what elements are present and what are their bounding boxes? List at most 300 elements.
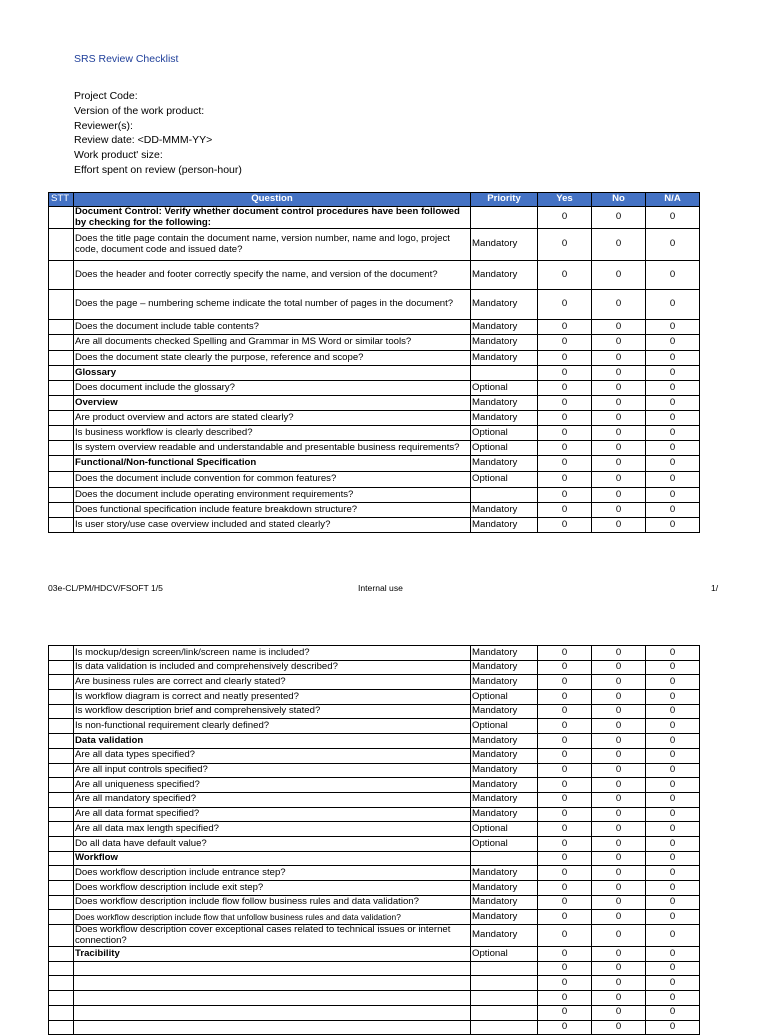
priority-cell [471, 488, 538, 503]
stt-cell [49, 881, 74, 896]
no-cell: 0 [592, 351, 646, 366]
checklist-table-page1 [48, 192, 700, 533]
question-cell: Does workflow description include entrance step? [74, 866, 471, 881]
yes-cell: 0 [538, 351, 592, 366]
table-row [49, 690, 700, 705]
stt-cell [49, 518, 74, 533]
meta-version: Version of the work product: [74, 104, 205, 117]
stt-cell [49, 396, 74, 411]
priority-cell: Mandatory [471, 748, 538, 763]
na-cell: 0 [646, 675, 700, 690]
table-row [49, 748, 700, 763]
table-row [49, 763, 700, 778]
meta-block [74, 89, 242, 178]
yes-cell: 0 [538, 881, 592, 896]
table-row [49, 1005, 700, 1020]
stt-cell [49, 381, 74, 396]
yes-cell: 0 [538, 792, 592, 807]
question-cell: Does the header and footer correctly specify the name, and version of the document? [74, 261, 471, 290]
na-cell: 0 [646, 381, 700, 396]
priority-cell: Optional [471, 426, 538, 441]
stt-cell [49, 910, 74, 925]
table-row [49, 229, 700, 261]
priority-cell [471, 366, 538, 381]
question-cell: Does document include the glossary? [74, 381, 471, 396]
stt-cell [49, 1020, 74, 1035]
yes-cell: 0 [538, 381, 592, 396]
na-cell: 0 [646, 1005, 700, 1020]
stt-cell [49, 456, 74, 472]
question-cell: Are all data max length specified? [74, 822, 471, 837]
na-cell: 0 [646, 792, 700, 807]
yes-cell: 0 [538, 290, 592, 320]
table-row [49, 426, 700, 441]
no-cell: 0 [592, 290, 646, 320]
na-cell: 0 [646, 895, 700, 910]
section-heading-cell: Functional/Non-functional Specification [74, 456, 471, 472]
yes-cell: 0 [538, 472, 592, 488]
stt-cell [49, 836, 74, 851]
header-question: Question [74, 193, 471, 207]
priority-cell: Optional [471, 381, 538, 396]
question-cell: Are all uniqueness specified? [74, 778, 471, 793]
no-cell: 0 [592, 456, 646, 472]
table-row [49, 441, 700, 456]
no-cell: 0 [592, 488, 646, 503]
stt-cell [49, 1005, 74, 1020]
no-cell: 0 [592, 947, 646, 962]
yes-cell: 0 [538, 851, 592, 866]
no-cell: 0 [592, 518, 646, 533]
priority-cell: Mandatory [471, 503, 538, 518]
na-cell: 0 [646, 488, 700, 503]
no-cell: 0 [592, 1020, 646, 1035]
question-cell: Does the title page contain the document name, version number, name and logo, project code, document code and issued date? [74, 229, 471, 261]
question-cell: Are product overview and actors are stated clearly? [74, 411, 471, 426]
yes-cell: 0 [538, 441, 592, 456]
yes-cell: 0 [538, 719, 592, 734]
priority-cell: Mandatory [471, 320, 538, 335]
yes-cell: 0 [538, 778, 592, 793]
meta-work-product-size: Work product' size: [74, 149, 163, 162]
na-cell: 0 [646, 947, 700, 962]
na-cell: 0 [646, 836, 700, 851]
footer-doc-code: 03e-CL/PM/HDCV/FSOFT 1/5 [48, 583, 163, 593]
table-row [49, 488, 700, 503]
stt-cell [49, 261, 74, 290]
no-cell: 0 [592, 660, 646, 675]
yes-cell: 0 [538, 456, 592, 472]
stt-cell [49, 675, 74, 690]
table-row [49, 925, 700, 947]
priority-cell: Mandatory [471, 792, 538, 807]
footer-internal-use: Internal use [358, 583, 403, 593]
question-cell: Does the document include convention for common features? [74, 472, 471, 488]
question-cell: Does the document include operating environment requirements? [74, 488, 471, 503]
priority-cell: Mandatory [471, 866, 538, 881]
stt-cell [49, 704, 74, 719]
priority-cell: Optional [471, 441, 538, 456]
question-cell: Are all data format specified? [74, 807, 471, 822]
stt-cell [49, 866, 74, 881]
question-cell: Does the document include table contents? [74, 320, 471, 335]
stt-cell [49, 335, 74, 351]
no-cell: 0 [592, 734, 646, 749]
stt-cell [49, 646, 74, 661]
priority-cell [471, 976, 538, 991]
question-cell [74, 961, 471, 976]
priority-cell: Mandatory [471, 290, 538, 320]
table-row [49, 396, 700, 411]
na-cell: 0 [646, 290, 700, 320]
header-no: No [592, 193, 646, 207]
yes-cell: 0 [538, 261, 592, 290]
priority-cell: Mandatory [471, 807, 538, 822]
yes-cell: 0 [538, 991, 592, 1006]
no-cell: 0 [592, 675, 646, 690]
question-cell: Are business rules are correct and clearly stated? [74, 675, 471, 690]
section-heading-cell: Tracibility [74, 947, 471, 962]
no-cell: 0 [592, 207, 646, 229]
question-cell: Is workflow description brief and comprehensively stated? [74, 704, 471, 719]
no-cell: 0 [592, 807, 646, 822]
stt-cell [49, 411, 74, 426]
table-row [49, 411, 700, 426]
priority-cell: Mandatory [471, 646, 538, 661]
stt-cell [49, 719, 74, 734]
no-cell: 0 [592, 261, 646, 290]
priority-cell: Optional [471, 822, 538, 837]
na-cell: 0 [646, 991, 700, 1006]
table-row [49, 456, 700, 472]
no-cell: 0 [592, 881, 646, 896]
table-row [49, 660, 700, 675]
na-cell: 0 [646, 925, 700, 947]
stt-cell [49, 822, 74, 837]
table-row [49, 290, 700, 320]
stt-cell [49, 895, 74, 910]
stt-cell [49, 748, 74, 763]
document-title: SRS Review Checklist [74, 53, 179, 65]
na-cell: 0 [646, 881, 700, 896]
na-cell: 0 [646, 690, 700, 705]
na-cell: 0 [646, 866, 700, 881]
yes-cell: 0 [538, 229, 592, 261]
yes-cell: 0 [538, 734, 592, 749]
yes-cell: 0 [538, 518, 592, 533]
priority-cell: Mandatory [471, 778, 538, 793]
stt-cell [49, 660, 74, 675]
no-cell: 0 [592, 719, 646, 734]
priority-cell: Mandatory [471, 229, 538, 261]
question-cell: Does workflow description include exit step? [74, 881, 471, 896]
na-cell: 0 [646, 1020, 700, 1035]
table-row [49, 381, 700, 396]
question-cell [74, 991, 471, 1006]
yes-cell: 0 [538, 335, 592, 351]
stt-cell [49, 320, 74, 335]
na-cell: 0 [646, 748, 700, 763]
stt-cell [49, 976, 74, 991]
no-cell: 0 [592, 441, 646, 456]
table-row [49, 961, 700, 976]
yes-cell: 0 [538, 763, 592, 778]
stt-cell [49, 290, 74, 320]
table-row [49, 335, 700, 351]
stt-cell [49, 207, 74, 229]
header-stt: STT [49, 193, 74, 207]
priority-cell: Mandatory [471, 351, 538, 366]
yes-cell: 0 [538, 910, 592, 925]
table-row [49, 1020, 700, 1035]
table-row [49, 866, 700, 881]
na-cell: 0 [646, 763, 700, 778]
priority-cell: Mandatory [471, 910, 538, 925]
priority-cell: Mandatory [471, 704, 538, 719]
question-cell: Do all data have default value? [74, 836, 471, 851]
priority-cell: Mandatory [471, 518, 538, 533]
no-cell: 0 [592, 961, 646, 976]
table-row [49, 895, 700, 910]
yes-cell: 0 [538, 207, 592, 229]
na-cell: 0 [646, 646, 700, 661]
priority-cell: Mandatory [471, 261, 538, 290]
yes-cell: 0 [538, 836, 592, 851]
table-row [49, 822, 700, 837]
yes-cell: 0 [538, 961, 592, 976]
stt-cell [49, 763, 74, 778]
stt-cell [49, 351, 74, 366]
stt-cell [49, 947, 74, 962]
table-row [49, 719, 700, 734]
no-cell: 0 [592, 895, 646, 910]
meta-project-code: Project Code: [74, 90, 138, 102]
no-cell: 0 [592, 866, 646, 881]
question-cell: Does workflow description cover exceptional cases related to technical issues or internet connection? [74, 925, 471, 947]
question-cell: Does functional specification include feature breakdown structure? [74, 503, 471, 518]
stt-cell [49, 792, 74, 807]
yes-cell: 0 [538, 866, 592, 881]
yes-cell: 0 [538, 947, 592, 962]
na-cell: 0 [646, 411, 700, 426]
priority-cell [471, 1005, 538, 1020]
yes-cell: 0 [538, 366, 592, 381]
question-cell: Does the page – numbering scheme indicate the total number of pages in the document? [74, 290, 471, 320]
na-cell: 0 [646, 822, 700, 837]
priority-cell: Mandatory [471, 456, 538, 472]
table-row [49, 207, 700, 229]
no-cell: 0 [592, 335, 646, 351]
priority-cell [471, 991, 538, 1006]
yes-cell: 0 [538, 822, 592, 837]
stt-cell [49, 807, 74, 822]
priority-cell [471, 851, 538, 866]
no-cell: 0 [592, 366, 646, 381]
stt-cell [49, 488, 74, 503]
na-cell: 0 [646, 976, 700, 991]
question-cell: Is non-functional requirement clearly defined? [74, 719, 471, 734]
section-heading-cell: Workflow [74, 851, 471, 866]
no-cell: 0 [592, 690, 646, 705]
yes-cell: 0 [538, 503, 592, 518]
question-cell: Does workflow description include flow follow business rules and data validation? [74, 895, 471, 910]
stt-cell [49, 851, 74, 866]
priority-cell: Mandatory [471, 396, 538, 411]
table-row [49, 836, 700, 851]
priority-cell: Optional [471, 690, 538, 705]
no-cell: 0 [592, 396, 646, 411]
table-row [49, 503, 700, 518]
na-cell: 0 [646, 351, 700, 366]
na-cell: 0 [646, 261, 700, 290]
yes-cell: 0 [538, 895, 592, 910]
table-row [49, 976, 700, 991]
question-cell: Are all documents checked Spelling and Grammar in MS Word or similar tools? [74, 335, 471, 351]
no-cell: 0 [592, 778, 646, 793]
table-row [49, 792, 700, 807]
stt-cell [49, 925, 74, 947]
priority-cell: Mandatory [471, 763, 538, 778]
question-cell: Is business workflow is clearly described? [74, 426, 471, 441]
header-na: N/A [646, 193, 700, 207]
no-cell: 0 [592, 229, 646, 261]
yes-cell: 0 [538, 426, 592, 441]
section-heading-cell: Document Control: Verify whether document control procedures have been followed by checking for the following: [74, 207, 471, 229]
na-cell: 0 [646, 229, 700, 261]
na-cell: 0 [646, 335, 700, 351]
priority-cell: Optional [471, 947, 538, 962]
no-cell: 0 [592, 836, 646, 851]
yes-cell: 0 [538, 704, 592, 719]
footer-page-number: 1/ [711, 583, 719, 593]
table-header-row [49, 193, 700, 207]
question-cell: Is workflow diagram is correct and neatly presented? [74, 690, 471, 705]
no-cell: 0 [592, 910, 646, 925]
yes-cell: 0 [538, 660, 592, 675]
no-cell: 0 [592, 851, 646, 866]
na-cell: 0 [646, 910, 700, 925]
priority-cell [471, 1020, 538, 1035]
na-cell: 0 [646, 366, 700, 381]
table-row [49, 704, 700, 719]
stt-cell [49, 472, 74, 488]
priority-cell: Optional [471, 719, 538, 734]
question-cell [74, 1020, 471, 1035]
na-cell: 0 [646, 320, 700, 335]
na-cell: 0 [646, 660, 700, 675]
table-row [49, 910, 700, 925]
section-heading-cell: Overview [74, 396, 471, 411]
no-cell: 0 [592, 925, 646, 947]
stt-cell [49, 690, 74, 705]
yes-cell: 0 [538, 807, 592, 822]
na-cell: 0 [646, 851, 700, 866]
stt-cell [49, 229, 74, 261]
no-cell: 0 [592, 763, 646, 778]
stt-cell [49, 778, 74, 793]
no-cell: 0 [592, 320, 646, 335]
header-priority: Priority [471, 193, 538, 207]
table-row [49, 320, 700, 335]
yes-cell: 0 [538, 396, 592, 411]
section-heading-cell: Glossary [74, 366, 471, 381]
na-cell: 0 [646, 396, 700, 411]
na-cell: 0 [646, 456, 700, 472]
table-row [49, 947, 700, 962]
yes-cell: 0 [538, 488, 592, 503]
question-cell: Are all data types specified? [74, 748, 471, 763]
no-cell: 0 [592, 426, 646, 441]
yes-cell: 0 [538, 925, 592, 947]
na-cell: 0 [646, 961, 700, 976]
no-cell: 0 [592, 704, 646, 719]
stt-cell [49, 734, 74, 749]
no-cell: 0 [592, 646, 646, 661]
priority-cell: Mandatory [471, 660, 538, 675]
yes-cell: 0 [538, 411, 592, 426]
meta-review-date: Review date: <DD-MMM-YY> [74, 134, 213, 147]
yes-cell: 0 [538, 690, 592, 705]
header-yes: Yes [538, 193, 592, 207]
table-row [49, 351, 700, 366]
priority-cell: Mandatory [471, 925, 538, 947]
no-cell: 0 [592, 822, 646, 837]
na-cell: 0 [646, 704, 700, 719]
stt-cell [49, 961, 74, 976]
table-row [49, 472, 700, 488]
question-cell: Are all mandatory specified? [74, 792, 471, 807]
na-cell: 0 [646, 207, 700, 229]
stt-cell [49, 991, 74, 1006]
yes-cell: 0 [538, 748, 592, 763]
no-cell: 0 [592, 1005, 646, 1020]
table-row [49, 991, 700, 1006]
section-heading-cell: Data validation [74, 734, 471, 749]
na-cell: 0 [646, 734, 700, 749]
no-cell: 0 [592, 748, 646, 763]
table-row [49, 261, 700, 290]
na-cell: 0 [646, 807, 700, 822]
question-cell [74, 976, 471, 991]
na-cell: 0 [646, 518, 700, 533]
priority-cell [471, 961, 538, 976]
na-cell: 0 [646, 426, 700, 441]
stt-cell [49, 441, 74, 456]
no-cell: 0 [592, 503, 646, 518]
priority-cell: Mandatory [471, 881, 538, 896]
yes-cell: 0 [538, 1020, 592, 1035]
na-cell: 0 [646, 778, 700, 793]
priority-cell: Optional [471, 836, 538, 851]
priority-cell: Mandatory [471, 675, 538, 690]
na-cell: 0 [646, 472, 700, 488]
table-row [49, 851, 700, 866]
question-cell: Does the document state clearly the purpose, reference and scope? [74, 351, 471, 366]
no-cell: 0 [592, 411, 646, 426]
yes-cell: 0 [538, 320, 592, 335]
stt-cell [49, 366, 74, 381]
yes-cell: 0 [538, 646, 592, 661]
question-cell [74, 1005, 471, 1020]
question-cell: Does workflow description include flow that unfollow business rules and data validation? [74, 910, 471, 925]
table-row [49, 881, 700, 896]
question-cell: Is user story/use case overview included and stated clearly? [74, 518, 471, 533]
question-cell: Is system overview readable and understandable and presentable business requirements? [74, 441, 471, 456]
table-row [49, 366, 700, 381]
meta-reviewers: Reviewer(s): [74, 119, 133, 132]
table-row [49, 778, 700, 793]
na-cell: 0 [646, 719, 700, 734]
